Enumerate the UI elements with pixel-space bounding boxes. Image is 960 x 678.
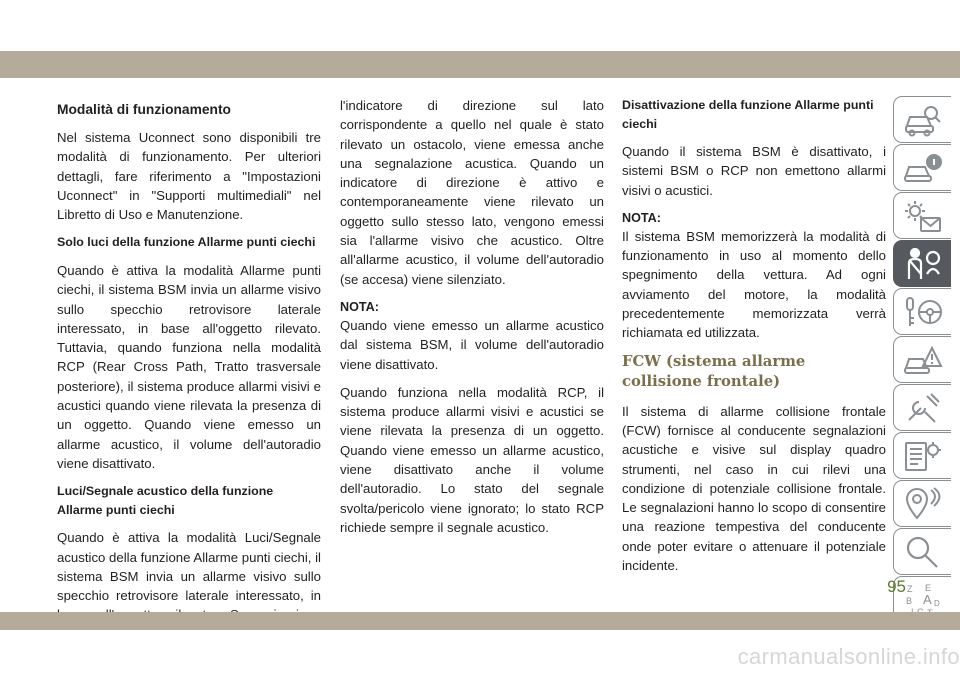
alpha-letter: B [905,595,912,606]
alpha-letter: A [922,591,932,607]
paragraph: Quando è attiva la modalità Luci/Segnale acustico della funzione Allarme punti ciechi, il sistema BSM invia un allarme visivo sullo specchio retrovisore laterale interessato, in [57,530,321,604]
tab-index[interactable] [893,528,951,575]
car-search-icon [903,102,943,138]
column-left [57,96,321,653]
header-band [0,51,960,78]
alpha-letter: D [933,598,940,608]
note-label: NOTA: [622,210,661,225]
subheading-disable-bsm: Disattivazione della funzione Allarme punti ciechi [622,98,874,131]
paragraph: Quando funziona nella modalità RCP, il sistema produce allarmi visivi e acustici se viene rilevata la presenza di un oggetto. Quando viene emesso un allarme acustico, viene disattivato anche il volume dell'autoradio. Lo stato del segnale svolta/pericolo viene ignorato; lo stato RCP richiede sempre il segnale acustico. [340,384,604,535]
note-label: NOTA: [340,299,379,314]
subheading-lights-chime: Luci/Segnale acustico della funzione Allarme punti ciechi [57,484,274,517]
paragraph: l'indicatore di direzione sul lato corrispondente a quello nel quale è stato rilevato un ostacolo, viene emessa anche una segnalazione acustica. Quando un indicatore di direzione è attivo e contemporaneamente viene rilevato un oggetto sullo stesso lato, vengono emessi sia l'allarme visivo che acustico. Oltre all'allarme acustico, il volume dell'autoradio (se accesa) viene silenziato. [340,98,604,287]
column-right [622,96,886,584]
note-text: Il sistema BSM memorizzerà la modalità di funzionamento in uso al momento dello spegnimento della vettura. Ad ogni avviamento del motore, la modalità precedentemente memorizzata verrà richiamata ed utilizzata. [622,228,886,341]
tab-multimedia[interactable] [893,480,951,527]
tab-specifications[interactable] [893,432,951,479]
tab-emergency[interactable] [893,336,951,383]
hazard-triangle-car-icon [903,342,943,378]
paragraph: Quando il sistema BSM è disattivato, i sistemi BSM o RCP non emettono allarmi visivi o acustici. [622,144,886,198]
tab-starting-driving[interactable] [893,288,951,335]
warning-lights-message-icon [903,198,943,234]
specs-gear-icon [903,438,943,474]
magnifier-index-icon [903,534,943,570]
page-number: 95 [887,577,906,596]
paragraph: Quando è attiva la modalità Allarme punti ciechi, il sistema BSM invia un allarme visivo sullo specchio retrovisore laterale interessato, in base all'oggetto rilevato. Tuttavia, quando funziona nella modalità RCP (Rear Cross Path, Tratto trasversale posteriore), il sistema produce allarmi visivi e acustici quando viene rilevata la presenza di un oggetto. Quando viene emesso un allarme acustico, il volume dell'autoradio viene disattivato. [57,262,321,471]
footer-band [0,612,960,630]
tab-car-search[interactable] [893,96,951,143]
tab-servicing[interactable] [893,384,951,431]
alpha-letter: Z [906,583,912,594]
key-steering-wheel-icon [903,294,943,330]
section-heading-operating-modes: Modalità di funzionamento [57,102,231,117]
tab-safety[interactable] [893,240,951,287]
seatbelt-airbag-icon [903,246,943,282]
multimedia-gps-icon [903,486,943,522]
tab-warning-lights[interactable] [893,192,951,239]
paragraph: Il sistema di allarme collisione frontale (FCW) fornisce al conducente segnalazioni acustiche e visive sul display quadro strumenti, nel caso in cui rilevi una condizione di potenziale collisione frontale. Le segnalazioni hanno lo scopo di consentire una reazione tempestiva del conducente onde poter evitare o attenuare il potenziale incidente. [622,403,886,574]
car-info-icon [903,150,943,186]
watermark-text: carmanualsonline.info [737,644,960,669]
paragraph: Nel sistema Uconnect sono disponibili tre modalità di funzionamento. Per ulteriori dettagli, fare riferimento a "Impostazioni Uconnect" in "Supporti multimediali" nel Libretto di Uso e Manutenzione. [57,130,321,223]
wrench-tools-icon [903,390,943,426]
alpha-letter: E [924,582,931,593]
column-middle [340,96,604,546]
section-heading-fcw: FCW (sistema allarme collisione frontale) [622,352,806,390]
subheading-lights-only: Solo luci della funzione Allarme punti ciechi [57,235,316,250]
tab-car-info[interactable] [893,144,951,191]
note-text: Quando viene emesso un allarme acustico dal sistema BSM, il volume dell'autoradio viene disattivato. [340,317,604,372]
top-margin [0,0,960,50]
